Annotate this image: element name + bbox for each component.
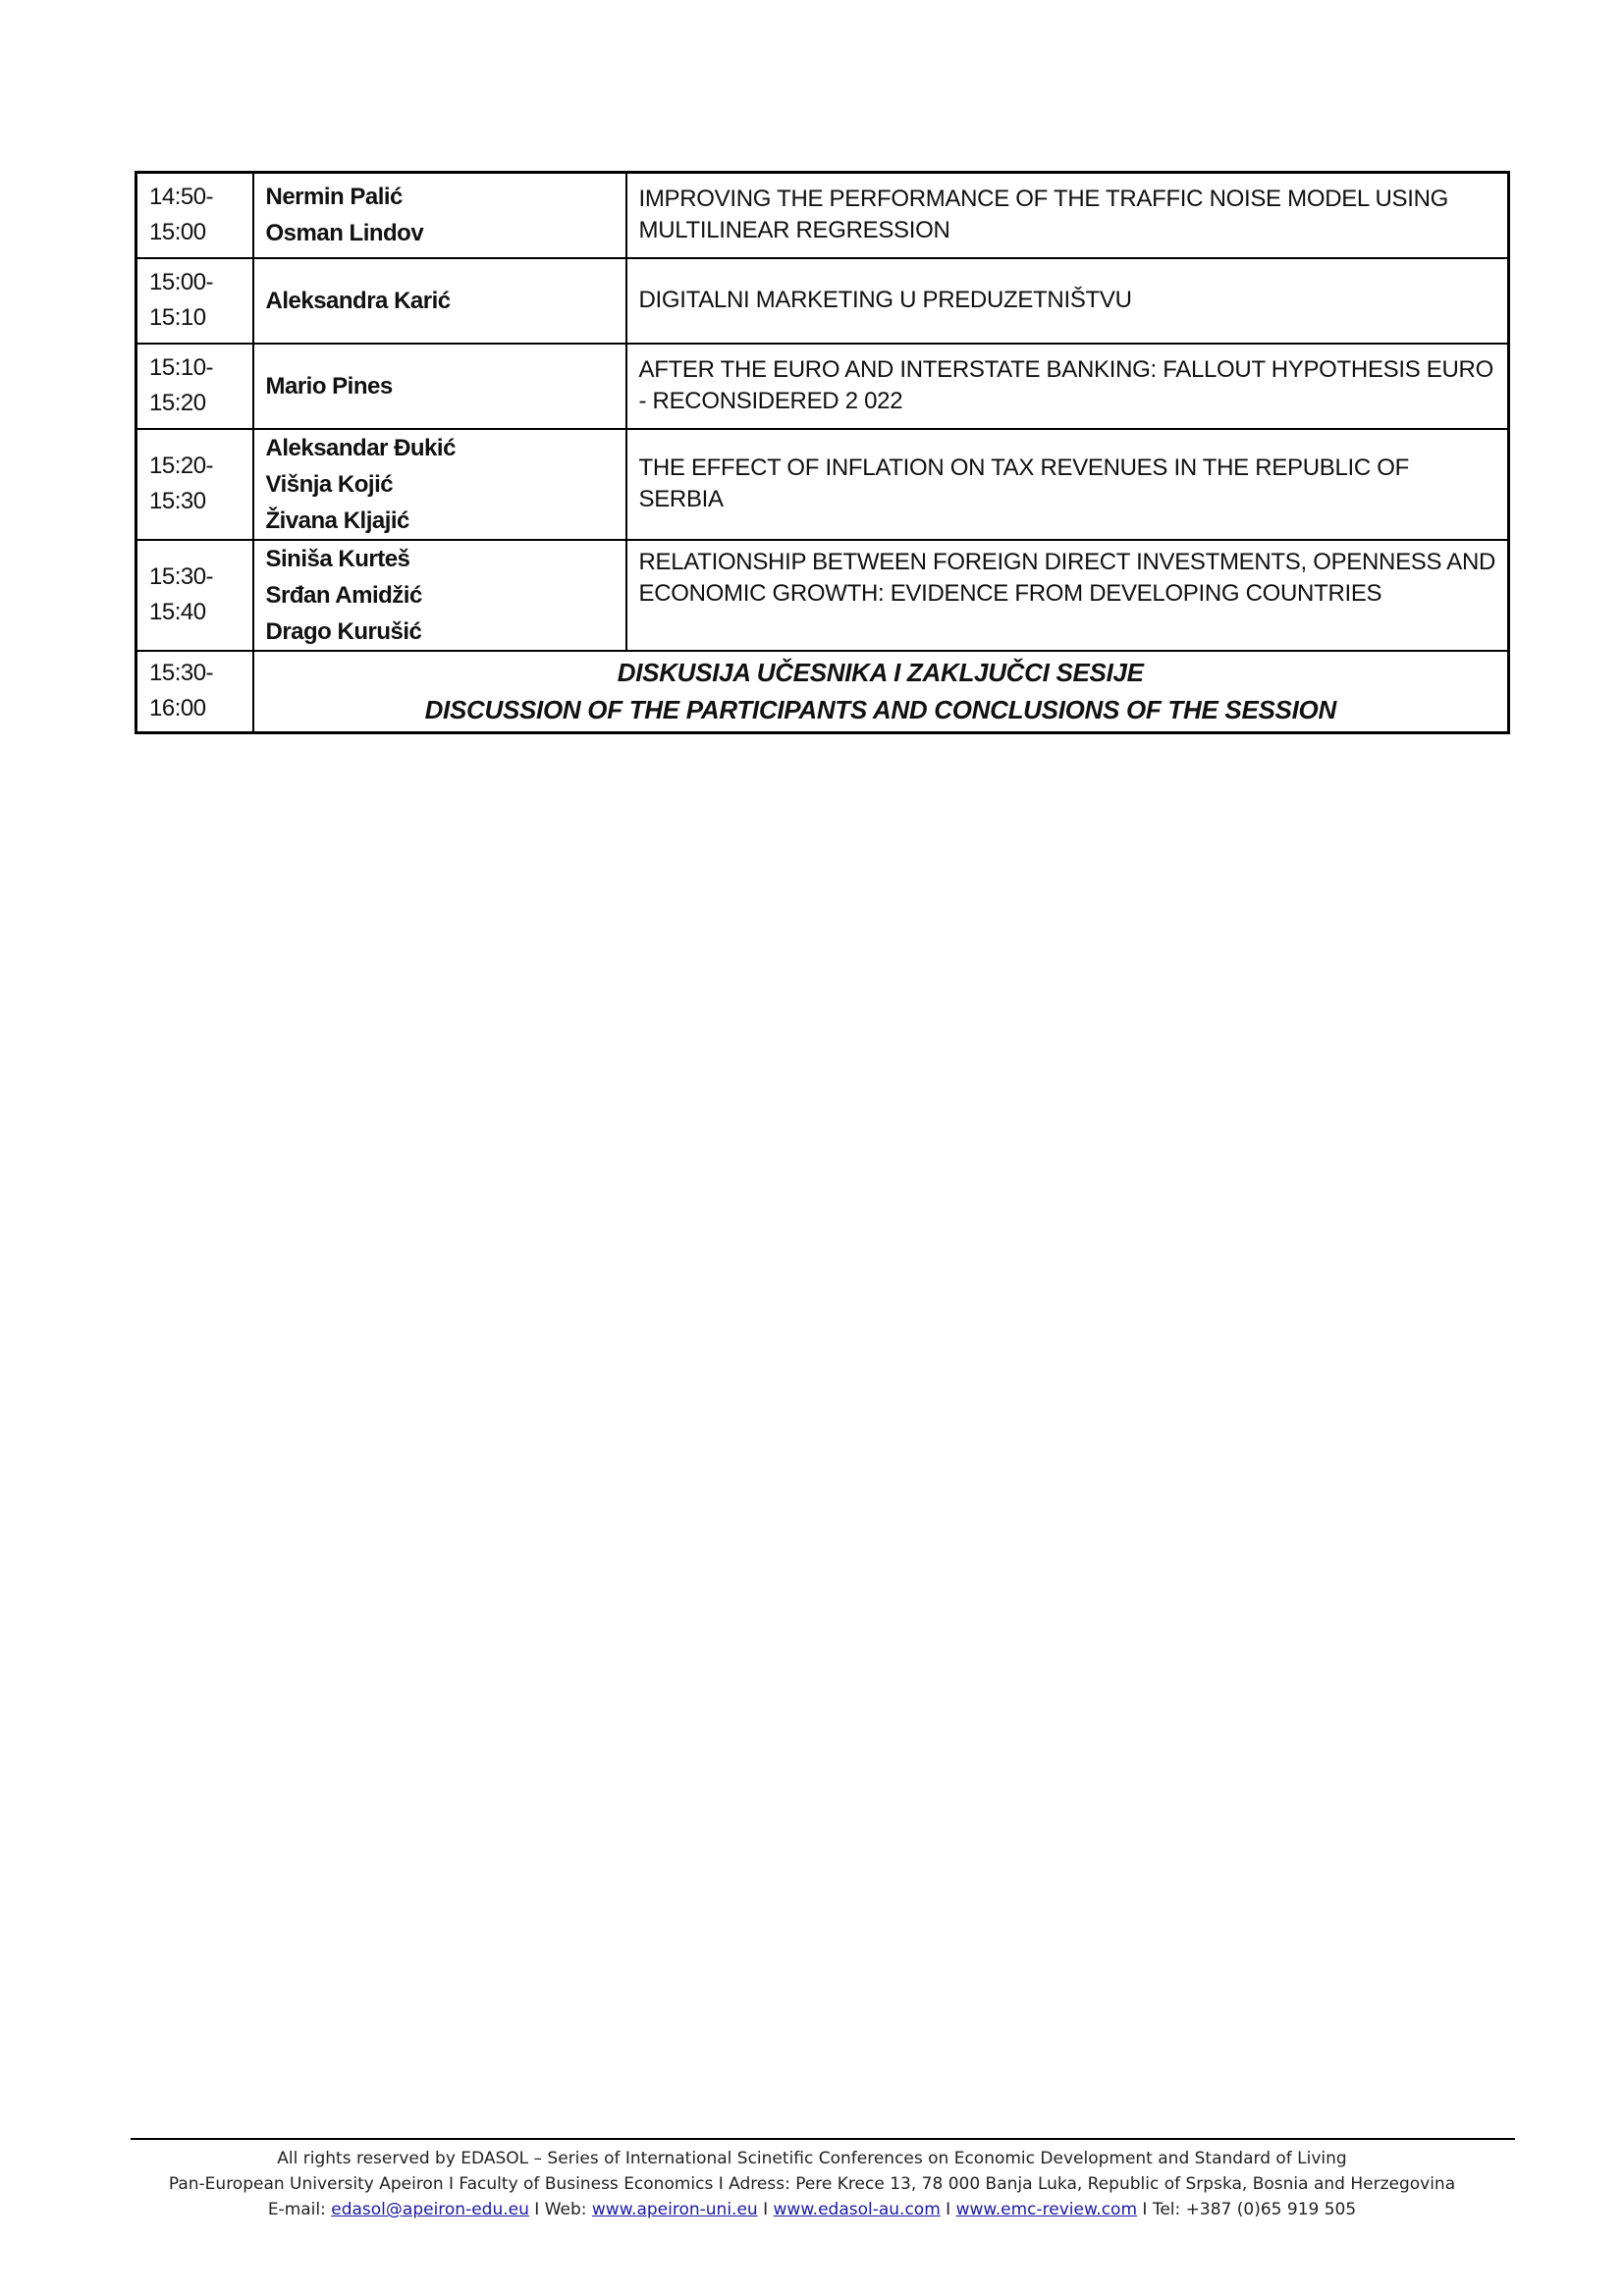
session-schedule-table (135, 171, 1510, 734)
time-cell: 15:10- 15:20 (136, 344, 253, 429)
author-name: Aleksandar Đukić (265, 434, 456, 461)
time-cell: 15:00- 15:10 (136, 258, 253, 344)
author-name: Srđan Amidžić (265, 581, 422, 609)
discussion-row (136, 651, 1509, 733)
email-link[interactable]: edasol@apeiron-edu.eu (331, 2200, 529, 2219)
authors-cell (253, 258, 626, 344)
author-name: Aleksandra Karić (265, 287, 451, 314)
time-cell: 14:50- 15:00 (136, 173, 253, 258)
footer-address: Pan-European University Apeiron I Faculty of Business Economics I Adress: Pere Krece 13, 78 000 Banja Luka, Republic of Srpska, Bosnia and Herzegovina (168, 2174, 1456, 2194)
table-row (136, 173, 1509, 258)
time-cell: 15:20- 15:30 (136, 429, 253, 540)
paper-title: AFTER THE EURO AND INTERSTATE BANKING: FALLOUT HYPOTHESIS EURO - RECONSIDERED 2 022 (626, 344, 1509, 429)
author-name: Živana Kljajić (265, 507, 409, 534)
web-link-emc-review[interactable]: www.emc-review.com (955, 2200, 1138, 2219)
footer-contacts: E-mail: edasol@apeiron-edu.eu I Web: www.apeiron-uni.eu I www.edasol-au.com I www.emc-review.com I Tel: +387 (0)65 919 505 (267, 2200, 1357, 2219)
author-name: Nermin Palić (265, 184, 403, 211)
footer-divider (131, 2138, 1515, 2140)
author-name: Siniša Kurteš (265, 545, 410, 572)
footer-rights: All rights reserved by EDASOL – Series of International Scinetific Conferences on Economic Development and Standard of Living (277, 2149, 1347, 2168)
paper-title: IMPROVING THE PERFORMANCE OF THE TRAFFIC NOISE MODEL USING MULTILINEAR REGRESSION (626, 173, 1509, 258)
table-row (136, 258, 1509, 344)
time-cell: 15:30- 15:40 (136, 540, 253, 651)
authors-cell (253, 540, 626, 651)
authors-cell (253, 173, 626, 258)
discussion-title-local: DISKUSIJA UČESNIKA I ZAKLJUČCI SESIJE (617, 658, 1144, 688)
table-row (136, 429, 1509, 540)
author-name: Višnja Kojić (265, 470, 394, 498)
table-row (136, 344, 1509, 429)
paper-title: DIGITALNI MARKETING U PREDUZETNIŠTVU (626, 258, 1509, 344)
web-link-apeiron[interactable]: www.apeiron-uni.eu (591, 2200, 758, 2219)
page-footer (98, 2146, 1526, 2222)
author-name: Osman Lindov (265, 220, 424, 247)
web-link-edasol[interactable]: www.edasol-au.com (773, 2200, 941, 2219)
authors-cell (253, 429, 626, 540)
paper-title: RELATIONSHIP BETWEEN FOREIGN DIRECT INVESTMENTS, OPENNESS AND ECONOMIC GROWTH: EVIDENCE FROM DEVELOPING COUNTRIES (626, 540, 1509, 651)
author-name: Mario Pines (265, 372, 393, 400)
authors-cell (253, 344, 626, 429)
time-cell: 15:30- 16:00 (136, 651, 253, 733)
table-row (136, 540, 1509, 651)
discussion-title-english: DISCUSSION OF THE PARTICIPANTS AND CONCLUSIONS OF THE SESSION (424, 695, 1336, 725)
paper-title: THE EFFECT OF INFLATION ON TAX REVENUES IN THE REPUBLIC OF SERBIA (626, 429, 1509, 540)
discussion-cell (253, 651, 1509, 733)
author-name: Drago Kurušić (265, 617, 422, 645)
